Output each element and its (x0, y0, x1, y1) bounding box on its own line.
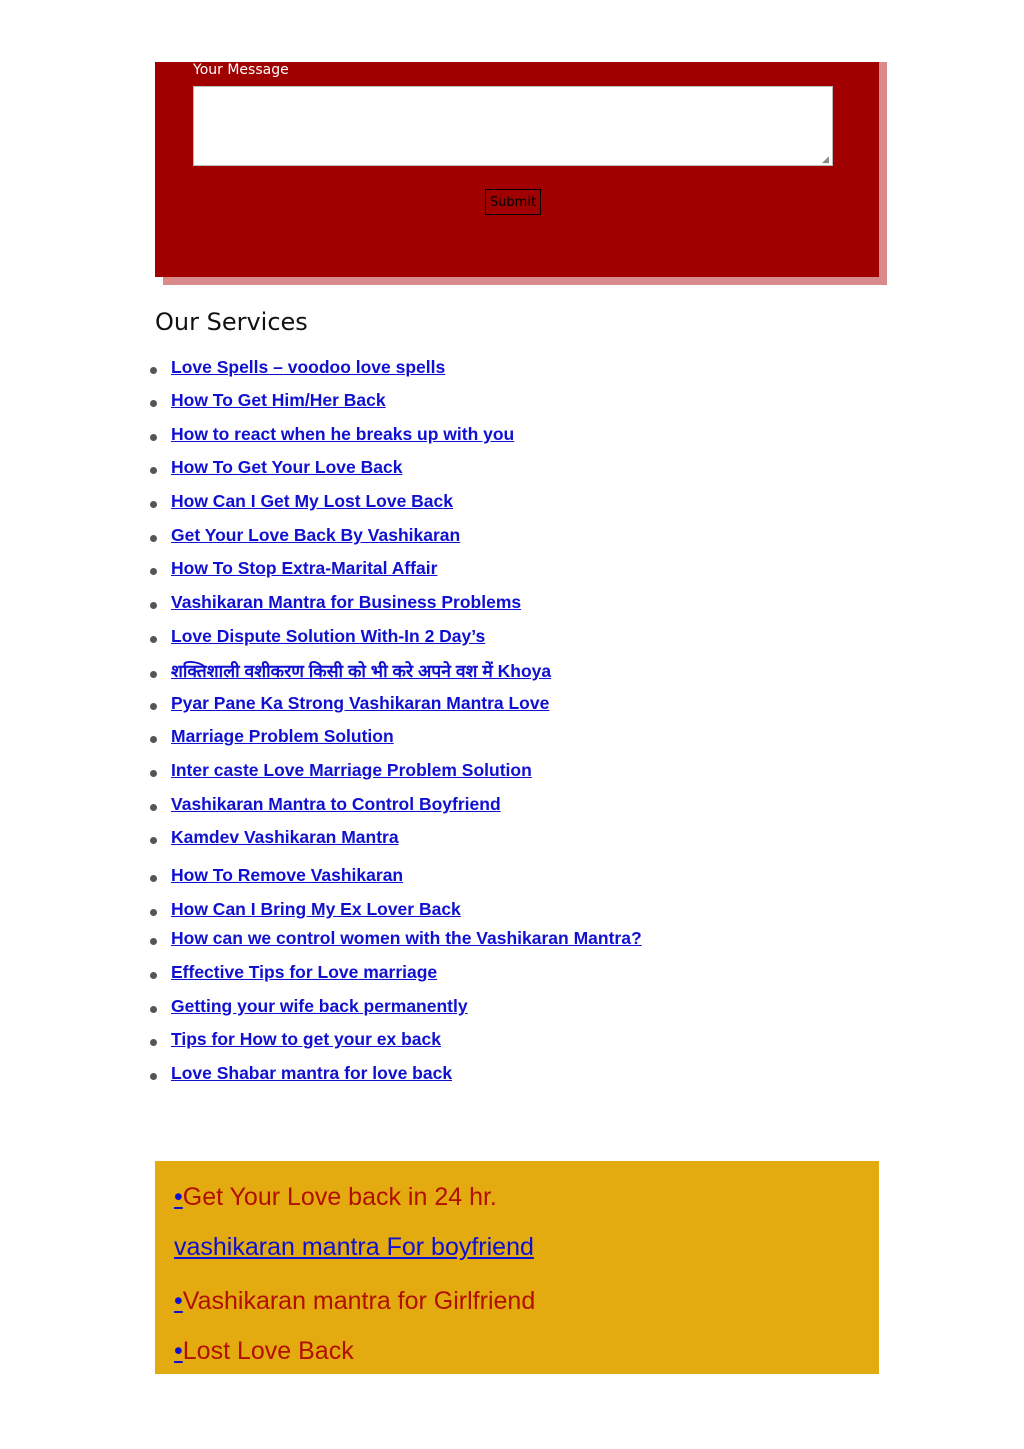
promo-bullet-link[interactable]: • (174, 1287, 183, 1315)
service-link[interactable]: Vashikaran Mantra to Control Boyfriend (171, 794, 501, 814)
bullet-icon (150, 568, 157, 575)
list-item (150, 827, 399, 848)
bullet-icon (150, 400, 157, 407)
promo-link-boyfriend[interactable]: vashikaran mantra For boyfriend (174, 1233, 534, 1261)
service-link[interactable]: How to react when he breaks up with you (171, 424, 515, 444)
bullet-icon (150, 467, 157, 474)
bullet-icon (150, 636, 157, 643)
list-item (150, 525, 460, 546)
bullet-icon (150, 804, 157, 811)
promo-line-3 (174, 1287, 535, 1316)
service-link[interactable]: Marriage Problem Solution (171, 726, 394, 746)
bullet-icon (150, 938, 157, 945)
list-item (150, 1029, 441, 1050)
list-item (150, 558, 437, 579)
bullet-icon (150, 1073, 157, 1080)
service-link[interactable]: How Can I Get My Lost Love Back (171, 491, 453, 511)
promo-bullet-link[interactable]: • (174, 1337, 183, 1365)
bullet-icon (150, 703, 157, 710)
bullet-icon (150, 535, 157, 542)
service-link[interactable]: Vashikaran Mantra for Business Problems (171, 592, 522, 612)
bullet-icon (150, 434, 157, 441)
promo-text-girlfriend: Vashikaran mantra for Girlfriend (182, 1287, 536, 1315)
service-link[interactable]: How To Remove Vashikaran (171, 865, 404, 885)
bullet-icon (150, 972, 157, 979)
list-item (150, 457, 402, 478)
list-item (150, 865, 403, 886)
list-item (150, 659, 551, 683)
bullet-icon (150, 501, 157, 508)
service-link[interactable]: How To Stop Extra-Marital Affair (171, 558, 438, 578)
message-label: Your Message (193, 62, 289, 78)
bullet-icon (150, 875, 157, 882)
service-link[interactable]: How To Get Your Love Back (171, 457, 403, 477)
services-heading: Our Services (155, 308, 308, 336)
list-item (150, 390, 386, 411)
list-item (150, 424, 514, 445)
bullet-icon (150, 367, 157, 374)
service-link[interactable]: Get Your Love Back By Vashikaran (171, 525, 461, 545)
service-link[interactable]: How To Get Him/Her Back (171, 390, 386, 410)
service-link[interactable]: Love Dispute Solution With-In 2 Day’s (171, 626, 486, 646)
promo-line-4 (174, 1337, 354, 1366)
promo-text-lost-love: Lost Love Back (182, 1337, 354, 1365)
list-item (150, 760, 532, 781)
service-link[interactable]: Love Spells – voodoo love spells (171, 357, 446, 377)
list-item (150, 726, 394, 747)
list-item (150, 962, 437, 983)
list-item (150, 592, 521, 613)
list-item (150, 794, 501, 815)
service-link[interactable]: How Can I Bring My Ex Lover Back (171, 899, 461, 919)
service-link[interactable]: Tips for How to get your ex back (171, 1029, 442, 1049)
promo-bullet-link[interactable]: • (174, 1183, 183, 1211)
service-link[interactable]: Love Shabar mantra for love back (171, 1063, 453, 1083)
submit-button[interactable]: Submit (485, 189, 541, 215)
bullet-icon (150, 770, 157, 777)
list-item (150, 928, 642, 949)
promo-line-1 (174, 1183, 497, 1212)
contact-form (155, 62, 879, 277)
bullet-icon (150, 671, 157, 678)
list-item (150, 899, 461, 920)
bullet-icon (150, 736, 157, 743)
service-link[interactable]: Effective Tips for Love marriage (171, 962, 438, 982)
list-item (150, 996, 468, 1017)
bullet-icon (150, 602, 157, 609)
service-link[interactable]: Pyar Pane Ka Strong Vashikaran Mantra Love (171, 693, 550, 713)
service-link[interactable]: Inter caste Love Marriage Problem Solution (171, 760, 532, 780)
bullet-icon (150, 1006, 157, 1013)
bullet-icon (150, 909, 157, 916)
service-link[interactable]: Getting your wife back permanently (171, 996, 468, 1016)
list-item (150, 357, 445, 378)
list-item (150, 626, 485, 647)
message-textarea[interactable] (193, 86, 833, 166)
promo-box (155, 1161, 879, 1374)
bullet-icon (150, 837, 157, 844)
service-link[interactable]: शक्तिशाली वशीकरण किसी को भी करे अपने वश में Khoya (171, 661, 552, 681)
list-item (150, 693, 549, 714)
list-item (150, 1063, 452, 1084)
list-item (150, 491, 453, 512)
bullet-icon (150, 1039, 157, 1046)
resize-handle-icon[interactable]: ◢ (822, 154, 829, 164)
promo-line-2 (174, 1233, 534, 1262)
promo-text-love-back-24hr: Get Your Love back in 24 hr. (182, 1183, 497, 1211)
service-link[interactable]: How can we control women with the Vashikaran Mantra? (171, 928, 642, 948)
service-link[interactable]: Kamdev Vashikaran Mantra (171, 827, 399, 847)
